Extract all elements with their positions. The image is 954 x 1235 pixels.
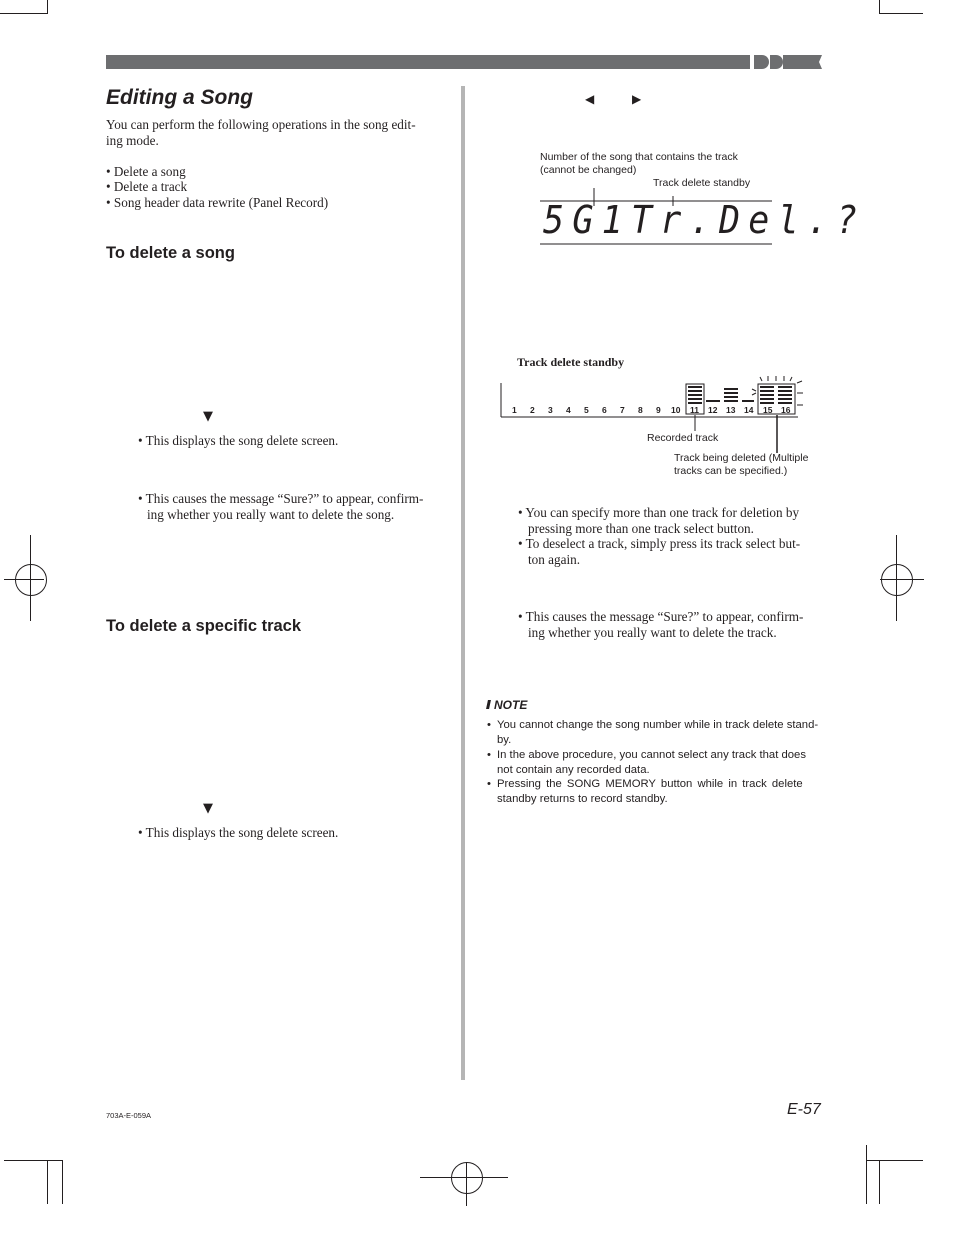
- track-number: 13: [726, 405, 736, 415]
- lcd-callout-song-number-line-2: (cannot be changed): [540, 164, 637, 176]
- track-number: 8: [638, 405, 643, 415]
- header-bar: [106, 55, 822, 69]
- arrow-right-icon: ▶: [632, 92, 642, 106]
- right-bullet-1-line-1: • You can specify more than one track for deletion by: [518, 505, 800, 520]
- track-number: 7: [620, 405, 625, 415]
- track-number: 4: [566, 405, 571, 415]
- lcd-callout-song-number-line-1: Number of the song that contains the track: [540, 151, 738, 163]
- registration-mark-left-v: [30, 535, 31, 621]
- right-bullet-2-line-2: ton again.: [528, 552, 581, 567]
- song-delete-bullet-1: • This displays the song delete screen.: [138, 433, 339, 448]
- note-bullet: •: [487, 778, 491, 790]
- crop-mark-br-v1: [866, 1145, 867, 1204]
- registration-mark-right-v: [896, 535, 897, 621]
- track-number: 15: [763, 405, 773, 415]
- note-bullet: •: [487, 749, 491, 761]
- right-bullet-1-line-2: pressing more than one track select button.: [528, 521, 754, 536]
- heading-delete-track: To delete a specific track: [106, 617, 302, 635]
- lcd-callout-track-delete-standby: Track delete standby: [653, 177, 751, 189]
- track-number: 9: [656, 405, 661, 415]
- registration-mark-left: [15, 564, 47, 596]
- operation-item: • Delete a song: [106, 164, 186, 179]
- note-item-3-line-1: Pressing the SONG MEMORY button while in track delete: [497, 778, 803, 790]
- track-number: 16: [781, 405, 791, 415]
- registration-mark-bottom: [451, 1162, 483, 1194]
- track-numbers: [505, 405, 805, 417]
- track-number: 11: [690, 405, 699, 415]
- track-number: 14: [744, 405, 754, 415]
- track-delete-bullet-1: • This displays the song delete screen.: [138, 825, 339, 840]
- note-item-2-line-1: In the above procedure, you cannot select any track that does: [497, 749, 806, 761]
- page-title: Editing a Song: [106, 86, 253, 109]
- right-bullet-2-line-1: • To deselect a track, simply press its track select but-: [518, 536, 801, 551]
- track-number: 12: [708, 405, 718, 415]
- operation-item: • Delete a track: [106, 179, 188, 194]
- note-item-3-line-2: standby returns to record standby.: [497, 792, 668, 805]
- intro-line-2: ing mode.: [106, 133, 159, 148]
- callout-track-being-deleted-line-2: tracks can be specified.): [674, 465, 788, 477]
- track-number: 5: [584, 405, 589, 415]
- track-number: 2: [530, 405, 535, 415]
- crop-mark-tr-v: [879, 0, 880, 14]
- crop-mark-tl-h: [0, 13, 48, 14]
- note-icon: [486, 700, 491, 709]
- registration-mark-left-h: [4, 579, 44, 580]
- track-figure-title: Track delete standby: [517, 355, 625, 369]
- note-item-1-line-1: You cannot change the song number while in track delete stand-: [497, 719, 819, 731]
- crop-mark-bl-v2: [62, 1160, 63, 1204]
- callout-recorded-track: Recorded track: [647, 432, 719, 444]
- operation-item: • Song header data rewrite (Panel Record): [106, 195, 329, 210]
- doc-code: 703A-E-059A: [106, 1111, 152, 1120]
- heading-delete-song: To delete a song: [106, 244, 235, 262]
- page-number: E-57: [787, 1101, 821, 1118]
- lcd-readout: 5G1Tr.Del.?: [543, 198, 866, 242]
- note-item-1-line-2: by.: [497, 733, 512, 746]
- track-number: 6: [602, 405, 607, 415]
- arrow-left-icon: ◀: [585, 92, 595, 106]
- note-item-2-line-2: not contain any recorded data.: [497, 763, 650, 776]
- registration-mark-right: [881, 564, 913, 596]
- registration-mark-bottom-v: [466, 1162, 467, 1206]
- column-divider: [461, 86, 465, 1080]
- registration-mark-bottom-h: [420, 1177, 508, 1178]
- intro-line-1: You can perform the following operations in the song edit-: [106, 117, 416, 132]
- track-number: 10: [671, 405, 681, 415]
- crop-mark-bl-h: [4, 1160, 62, 1161]
- song-delete-bullet-2-line-2: ing whether you really want to delete the song.: [147, 507, 395, 522]
- track-sure-line-2: ing whether you really want to delete the track.: [528, 625, 777, 640]
- track-sure-line-1: • This causes the message “Sure?” to appear, confirm-: [518, 609, 804, 624]
- song-delete-bullet-2-line-1: • This causes the message “Sure?” to appear, confirm-: [138, 491, 424, 506]
- note-label: NOTE: [494, 698, 528, 712]
- track-number: 3: [548, 405, 553, 415]
- crop-mark-bl-v1: [47, 1160, 48, 1204]
- note-bullet: •: [487, 719, 491, 731]
- note-heading: [487, 698, 527, 712]
- crop-mark-br-h: [866, 1160, 923, 1161]
- track-number: 1: [512, 405, 517, 415]
- registration-mark-right-h: [880, 579, 924, 580]
- callout-track-being-deleted-line-1: Track being deleted (Multiple: [674, 452, 809, 464]
- crop-mark-tl-v: [47, 0, 48, 14]
- crop-mark-br-v2: [879, 1160, 880, 1204]
- arrow-down-icon: ▼: [203, 409, 213, 424]
- arrow-down-icon: ▼: [203, 801, 213, 816]
- crop-mark-tr-h: [879, 13, 923, 14]
